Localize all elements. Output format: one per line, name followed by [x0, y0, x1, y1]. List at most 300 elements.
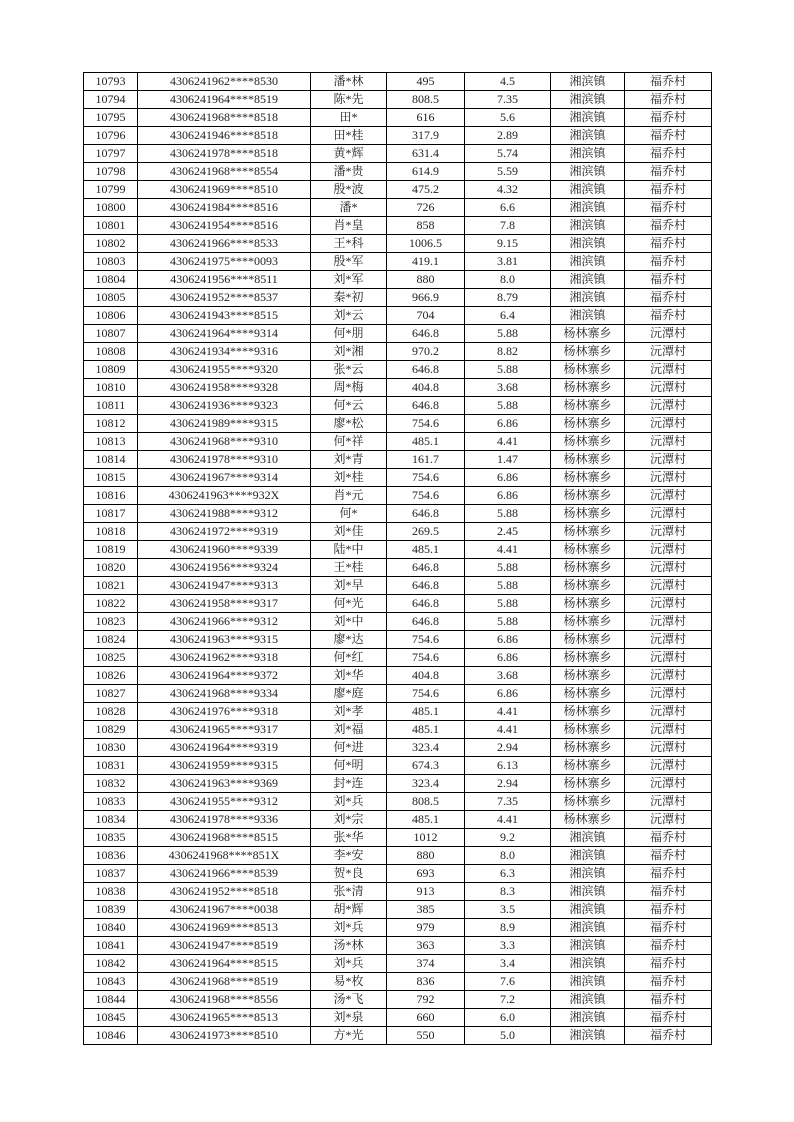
- cell-name: 李*安: [311, 847, 387, 865]
- cell-township: 杨林寨乡: [551, 703, 625, 721]
- cell-seq: 10818: [84, 523, 138, 541]
- cell-township: 杨林寨乡: [551, 325, 625, 343]
- cell-village: 沅潭村: [625, 775, 712, 793]
- cell-name: 刘*兵: [311, 793, 387, 811]
- cell-name: 殷*波: [311, 181, 387, 199]
- cell-id-number: 4306241976****9318: [138, 703, 311, 721]
- cell-amount: 754.6: [387, 685, 465, 703]
- cell-area: 4.41: [465, 811, 551, 829]
- table-row: [84, 703, 712, 721]
- cell-amount: 495: [387, 73, 465, 91]
- cell-township: 杨林寨乡: [551, 685, 625, 703]
- table-row: [84, 523, 712, 541]
- cell-seq: 10812: [84, 415, 138, 433]
- cell-area: 6.0: [465, 1009, 551, 1027]
- cell-seq: 10835: [84, 829, 138, 847]
- cell-id-number: 4306241964****9314: [138, 325, 311, 343]
- table-row: [84, 613, 712, 631]
- cell-seq: 10800: [84, 199, 138, 217]
- table-row: [84, 883, 712, 901]
- cell-id-number: 4306241963****9315: [138, 631, 311, 649]
- cell-name: 何*明: [311, 757, 387, 775]
- cell-seq: 10801: [84, 217, 138, 235]
- cell-name: 潘*林: [311, 73, 387, 91]
- cell-area: 6.3: [465, 865, 551, 883]
- cell-name: 田*: [311, 109, 387, 127]
- cell-village: 沅潭村: [625, 361, 712, 379]
- cell-village: 福乔村: [625, 307, 712, 325]
- table-row: [84, 559, 712, 577]
- table-row: [84, 487, 712, 505]
- cell-seq: 10832: [84, 775, 138, 793]
- cell-id-number: 4306241962****9318: [138, 649, 311, 667]
- cell-name: 刘*湘: [311, 343, 387, 361]
- cell-name: 黄*辉: [311, 145, 387, 163]
- cell-amount: 404.8: [387, 379, 465, 397]
- cell-area: 6.86: [465, 685, 551, 703]
- cell-id-number: 4306241943****8515: [138, 307, 311, 325]
- cell-area: 2.45: [465, 523, 551, 541]
- cell-area: 5.59: [465, 163, 551, 181]
- cell-seq: 10844: [84, 991, 138, 1009]
- cell-name: 周*梅: [311, 379, 387, 397]
- cell-id-number: 4306241988****9312: [138, 505, 311, 523]
- cell-name: 张*云: [311, 361, 387, 379]
- cell-township: 杨林寨乡: [551, 775, 625, 793]
- cell-village: 沅潭村: [625, 703, 712, 721]
- cell-seq: 10799: [84, 181, 138, 199]
- cell-name: 易*枚: [311, 973, 387, 991]
- cell-seq: 10816: [84, 487, 138, 505]
- cell-amount: 858: [387, 217, 465, 235]
- cell-seq: 10814: [84, 451, 138, 469]
- cell-name: 廖*达: [311, 631, 387, 649]
- cell-id-number: 4306241965****8513: [138, 1009, 311, 1027]
- cell-township: 杨林寨乡: [551, 397, 625, 415]
- table-row: [84, 955, 712, 973]
- cell-township: 湘滨镇: [551, 235, 625, 253]
- cell-name: 何*云: [311, 397, 387, 415]
- cell-village: 福乔村: [625, 217, 712, 235]
- cell-seq: 10807: [84, 325, 138, 343]
- cell-seq: 10808: [84, 343, 138, 361]
- cell-village: 沅潭村: [625, 505, 712, 523]
- cell-village: 福乔村: [625, 901, 712, 919]
- cell-amount: 754.6: [387, 487, 465, 505]
- table-row: [84, 415, 712, 433]
- cell-area: 8.0: [465, 847, 551, 865]
- cell-seq: 10842: [84, 955, 138, 973]
- table-row: [84, 721, 712, 739]
- cell-amount: 374: [387, 955, 465, 973]
- table-row: [84, 253, 712, 271]
- cell-area: 4.41: [465, 541, 551, 559]
- cell-amount: 880: [387, 271, 465, 289]
- table-row: [84, 199, 712, 217]
- table-row: [84, 631, 712, 649]
- table-body: [84, 73, 712, 1045]
- cell-id-number: 4306241934****9316: [138, 343, 311, 361]
- cell-seq: 10839: [84, 901, 138, 919]
- cell-area: 3.68: [465, 667, 551, 685]
- table-row: [84, 685, 712, 703]
- cell-township: 湘滨镇: [551, 163, 625, 181]
- cell-seq: 10797: [84, 145, 138, 163]
- table-row: [84, 379, 712, 397]
- cell-village: 福乔村: [625, 883, 712, 901]
- cell-area: 8.9: [465, 919, 551, 937]
- cell-township: 杨林寨乡: [551, 379, 625, 397]
- cell-id-number: 4306241960****9339: [138, 541, 311, 559]
- cell-township: 湘滨镇: [551, 937, 625, 955]
- cell-area: 8.82: [465, 343, 551, 361]
- cell-village: 沅潭村: [625, 757, 712, 775]
- cell-area: 6.86: [465, 631, 551, 649]
- table-row: [84, 433, 712, 451]
- cell-township: 湘滨镇: [551, 181, 625, 199]
- cell-name: 刘*桂: [311, 469, 387, 487]
- cell-township: 湘滨镇: [551, 271, 625, 289]
- cell-village: 福乔村: [625, 127, 712, 145]
- cell-seq: 10803: [84, 253, 138, 271]
- table-row: [84, 451, 712, 469]
- cell-seq: 10841: [84, 937, 138, 955]
- cell-seq: 10833: [84, 793, 138, 811]
- cell-township: 湘滨镇: [551, 217, 625, 235]
- table-row: [84, 469, 712, 487]
- cell-village: 沅潭村: [625, 649, 712, 667]
- cell-seq: 10817: [84, 505, 138, 523]
- cell-township: 杨林寨乡: [551, 541, 625, 559]
- cell-area: 3.68: [465, 379, 551, 397]
- cell-village: 沅潭村: [625, 685, 712, 703]
- cell-seq: 10845: [84, 1009, 138, 1027]
- cell-name: 刘*孝: [311, 703, 387, 721]
- cell-name: 刘*兵: [311, 955, 387, 973]
- cell-area: 5.88: [465, 613, 551, 631]
- cell-area: 8.3: [465, 883, 551, 901]
- cell-village: 福乔村: [625, 973, 712, 991]
- cell-id-number: 4306241964****9319: [138, 739, 311, 757]
- cell-amount: 631.4: [387, 145, 465, 163]
- cell-area: 7.2: [465, 991, 551, 1009]
- cell-seq: 10793: [84, 73, 138, 91]
- cell-village: 福乔村: [625, 145, 712, 163]
- cell-village: 福乔村: [625, 865, 712, 883]
- cell-village: 沅潭村: [625, 667, 712, 685]
- cell-id-number: 4306241955****9312: [138, 793, 311, 811]
- cell-id-number: 4306241989****9315: [138, 415, 311, 433]
- cell-area: 7.8: [465, 217, 551, 235]
- cell-village: 沅潭村: [625, 721, 712, 739]
- cell-area: 6.6: [465, 199, 551, 217]
- cell-village: 福乔村: [625, 829, 712, 847]
- cell-village: 福乔村: [625, 289, 712, 307]
- cell-name: 肖*元: [311, 487, 387, 505]
- cell-name: 何*红: [311, 649, 387, 667]
- cell-village: 福乔村: [625, 181, 712, 199]
- cell-township: 湘滨镇: [551, 127, 625, 145]
- cell-id-number: 4306241947****8519: [138, 937, 311, 955]
- cell-area: 6.4: [465, 307, 551, 325]
- cell-area: 5.74: [465, 145, 551, 163]
- cell-name: 胡*辉: [311, 901, 387, 919]
- cell-id-number: 4306241969****8510: [138, 181, 311, 199]
- cell-amount: 646.8: [387, 577, 465, 595]
- cell-seq: 10843: [84, 973, 138, 991]
- cell-amount: 704: [387, 307, 465, 325]
- cell-name: 廖*松: [311, 415, 387, 433]
- table-row: [84, 271, 712, 289]
- cell-amount: 616: [387, 109, 465, 127]
- cell-area: 4.41: [465, 433, 551, 451]
- cell-name: 潘*: [311, 199, 387, 217]
- cell-area: 5.6: [465, 109, 551, 127]
- cell-village: 沅潭村: [625, 631, 712, 649]
- cell-village: 福乔村: [625, 919, 712, 937]
- cell-name: 何*光: [311, 595, 387, 613]
- cell-amount: 792: [387, 991, 465, 1009]
- cell-village: 沅潭村: [625, 541, 712, 559]
- cell-seq: 10829: [84, 721, 138, 739]
- cell-amount: 646.8: [387, 613, 465, 631]
- cell-name: 方*光: [311, 1027, 387, 1045]
- cell-township: 湘滨镇: [551, 829, 625, 847]
- cell-village: 福乔村: [625, 253, 712, 271]
- cell-amount: 385: [387, 901, 465, 919]
- cell-area: 8.79: [465, 289, 551, 307]
- cell-village: 沅潭村: [625, 613, 712, 631]
- cell-area: 7.35: [465, 91, 551, 109]
- cell-amount: 970.2: [387, 343, 465, 361]
- cell-name: 王*科: [311, 235, 387, 253]
- cell-township: 杨林寨乡: [551, 595, 625, 613]
- cell-amount: 754.6: [387, 631, 465, 649]
- cell-amount: 646.8: [387, 397, 465, 415]
- table-row: [84, 991, 712, 1009]
- cell-name: 廖*庭: [311, 685, 387, 703]
- table-row: [84, 127, 712, 145]
- cell-area: 4.41: [465, 721, 551, 739]
- cell-seq: 10828: [84, 703, 138, 721]
- cell-name: 刘*青: [311, 451, 387, 469]
- cell-name: 何*朋: [311, 325, 387, 343]
- cell-seq: 10836: [84, 847, 138, 865]
- cell-id-number: 4306241952****8518: [138, 883, 311, 901]
- cell-id-number: 4306241952****8537: [138, 289, 311, 307]
- cell-amount: 1006.5: [387, 235, 465, 253]
- cell-township: 湘滨镇: [551, 991, 625, 1009]
- table-row: [84, 595, 712, 613]
- cell-village: 沅潭村: [625, 523, 712, 541]
- cell-amount: 966.9: [387, 289, 465, 307]
- cell-amount: 323.4: [387, 775, 465, 793]
- cell-seq: 10834: [84, 811, 138, 829]
- cell-id-number: 4306241962****8530: [138, 73, 311, 91]
- table-row: [84, 397, 712, 415]
- table-row: [84, 757, 712, 775]
- table-row: [84, 361, 712, 379]
- cell-amount: 485.1: [387, 703, 465, 721]
- cell-village: 福乔村: [625, 91, 712, 109]
- cell-id-number: 4306241958****9328: [138, 379, 311, 397]
- cell-amount: 646.8: [387, 595, 465, 613]
- cell-area: 2.94: [465, 739, 551, 757]
- cell-id-number: 4306241966****9312: [138, 613, 311, 631]
- table-row: [84, 667, 712, 685]
- cell-area: 1.47: [465, 451, 551, 469]
- cell-township: 湘滨镇: [551, 865, 625, 883]
- cell-area: 5.88: [465, 361, 551, 379]
- cell-id-number: 4306241965****9317: [138, 721, 311, 739]
- cell-name: 刘*宗: [311, 811, 387, 829]
- cell-village: 沅潭村: [625, 739, 712, 757]
- cell-village: 沅潭村: [625, 397, 712, 415]
- cell-name: 陆*中: [311, 541, 387, 559]
- cell-amount: 979: [387, 919, 465, 937]
- table-row: [84, 343, 712, 361]
- cell-area: 6.86: [465, 649, 551, 667]
- cell-amount: 808.5: [387, 91, 465, 109]
- cell-village: 福乔村: [625, 271, 712, 289]
- cell-id-number: 4306241966****8533: [138, 235, 311, 253]
- cell-id-number: 4306241964****8515: [138, 955, 311, 973]
- cell-village: 福乔村: [625, 847, 712, 865]
- cell-name: 张*华: [311, 829, 387, 847]
- cell-township: 湘滨镇: [551, 253, 625, 271]
- cell-name: 殷*军: [311, 253, 387, 271]
- cell-amount: 363: [387, 937, 465, 955]
- cell-id-number: 4306241956****8511: [138, 271, 311, 289]
- cell-amount: 726: [387, 199, 465, 217]
- cell-township: 湘滨镇: [551, 973, 625, 991]
- cell-township: 杨林寨乡: [551, 667, 625, 685]
- cell-id-number: 4306241955****9320: [138, 361, 311, 379]
- table-row: [84, 847, 712, 865]
- cell-township: 杨林寨乡: [551, 721, 625, 739]
- cell-village: 福乔村: [625, 199, 712, 217]
- table-row: [84, 91, 712, 109]
- cell-area: 6.86: [465, 469, 551, 487]
- cell-name: 刘*华: [311, 667, 387, 685]
- cell-name: 王*桂: [311, 559, 387, 577]
- cell-area: 5.88: [465, 505, 551, 523]
- cell-area: 8.0: [465, 271, 551, 289]
- table-row: [84, 901, 712, 919]
- cell-township: 湘滨镇: [551, 109, 625, 127]
- cell-township: 湘滨镇: [551, 1009, 625, 1027]
- table-row: [84, 109, 712, 127]
- cell-seq: 10819: [84, 541, 138, 559]
- cell-village: 福乔村: [625, 955, 712, 973]
- cell-amount: 485.1: [387, 541, 465, 559]
- cell-township: 杨林寨乡: [551, 739, 625, 757]
- cell-area: 4.41: [465, 703, 551, 721]
- table-row: [84, 217, 712, 235]
- cell-area: 9.15: [465, 235, 551, 253]
- cell-id-number: 4306241936****9323: [138, 397, 311, 415]
- cell-name: 刘*泉: [311, 1009, 387, 1027]
- cell-id-number: 4306241966****8539: [138, 865, 311, 883]
- subsidy-table: [83, 72, 712, 1045]
- table-row: [84, 577, 712, 595]
- table-row: [84, 919, 712, 937]
- table-row: [84, 973, 712, 991]
- cell-seq: 10823: [84, 613, 138, 631]
- cell-area: 9.2: [465, 829, 551, 847]
- cell-area: 3.81: [465, 253, 551, 271]
- cell-area: 2.89: [465, 127, 551, 145]
- cell-area: 5.88: [465, 595, 551, 613]
- cell-township: 湘滨镇: [551, 1027, 625, 1045]
- cell-id-number: 4306241968****8556: [138, 991, 311, 1009]
- cell-seq: 10838: [84, 883, 138, 901]
- cell-village: 沅潭村: [625, 793, 712, 811]
- cell-township: 杨林寨乡: [551, 793, 625, 811]
- cell-village: 沅潭村: [625, 415, 712, 433]
- cell-amount: 808.5: [387, 793, 465, 811]
- cell-seq: 10795: [84, 109, 138, 127]
- cell-seq: 10822: [84, 595, 138, 613]
- cell-amount: 754.6: [387, 415, 465, 433]
- cell-village: 福乔村: [625, 1009, 712, 1027]
- cell-area: 5.88: [465, 559, 551, 577]
- cell-seq: 10802: [84, 235, 138, 253]
- cell-name: 刘*早: [311, 577, 387, 595]
- cell-area: 2.94: [465, 775, 551, 793]
- cell-id-number: 4306241975****0093: [138, 253, 311, 271]
- cell-township: 湘滨镇: [551, 955, 625, 973]
- cell-township: 杨林寨乡: [551, 757, 625, 775]
- cell-id-number: 4306241963****9369: [138, 775, 311, 793]
- cell-township: 杨林寨乡: [551, 577, 625, 595]
- cell-id-number: 4306241978****9336: [138, 811, 311, 829]
- cell-township: 湘滨镇: [551, 883, 625, 901]
- cell-township: 湘滨镇: [551, 919, 625, 937]
- cell-seq: 10824: [84, 631, 138, 649]
- cell-amount: 614.9: [387, 163, 465, 181]
- cell-name: 贺*良: [311, 865, 387, 883]
- cell-amount: 646.8: [387, 559, 465, 577]
- cell-seq: 10811: [84, 397, 138, 415]
- cell-township: 湘滨镇: [551, 289, 625, 307]
- cell-name: 潘*贵: [311, 163, 387, 181]
- table-row: [84, 811, 712, 829]
- cell-amount: 1012: [387, 829, 465, 847]
- cell-amount: 161.7: [387, 451, 465, 469]
- cell-village: 福乔村: [625, 937, 712, 955]
- cell-name: 田*桂: [311, 127, 387, 145]
- cell-seq: 10804: [84, 271, 138, 289]
- cell-area: 6.13: [465, 757, 551, 775]
- table-row: [84, 649, 712, 667]
- cell-id-number: 4306241964****9372: [138, 667, 311, 685]
- table-row: [84, 145, 712, 163]
- cell-amount: 880: [387, 847, 465, 865]
- cell-id-number: 4306241959****9315: [138, 757, 311, 775]
- table-row: [84, 775, 712, 793]
- cell-id-number: 4306241968****9310: [138, 433, 311, 451]
- cell-name: 刘*福: [311, 721, 387, 739]
- cell-id-number: 4306241963****932X: [138, 487, 311, 505]
- table-row: [84, 541, 712, 559]
- cell-seq: 10806: [84, 307, 138, 325]
- cell-amount: 836: [387, 973, 465, 991]
- cell-township: 杨林寨乡: [551, 415, 625, 433]
- cell-township: 杨林寨乡: [551, 811, 625, 829]
- cell-name: 封*连: [311, 775, 387, 793]
- cell-id-number: 4306241964****8519: [138, 91, 311, 109]
